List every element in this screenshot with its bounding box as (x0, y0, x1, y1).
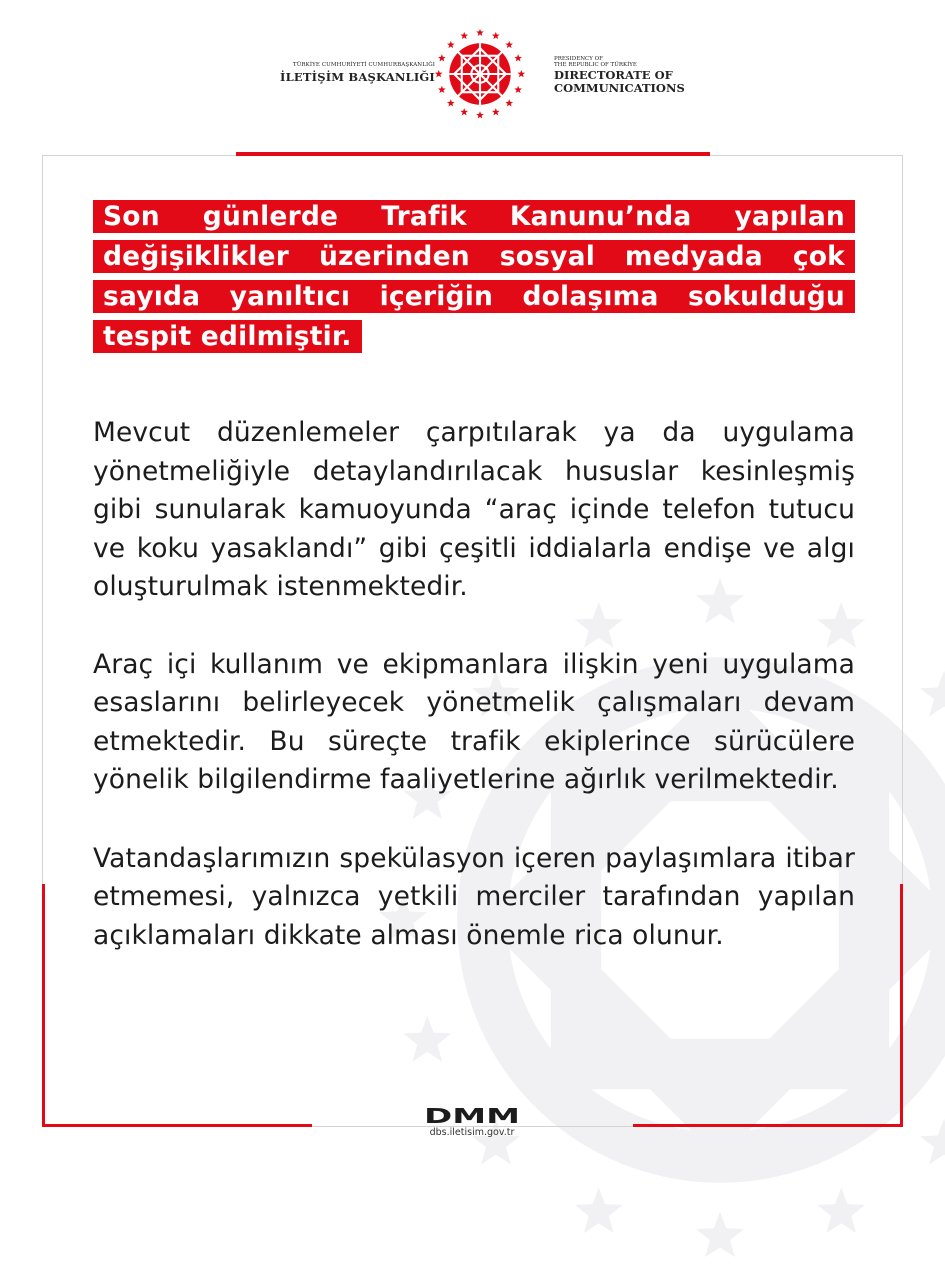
footer (405, 1106, 539, 1138)
paragraph-2: Araç içi kullanım ve ekipmanlara ilişkin yeni uygulama esaslarını belirleyecek yönetmelik çalışmaları devam etmektedir. Bu süreçte trafik ekiplerince sürücülere yönelik bilgilendirme faaliyetlerine ağırlık verilmektedir. (93, 648, 855, 795)
org-en-title-1: DIRECTORATE OF (554, 68, 673, 82)
emblem-star-icon (920, 671, 945, 717)
emblem-star-icon (476, 111, 484, 118)
paragraph-1: Mevcut düzenlemeler çarpıtılarak ya da uygulama yönetmeliğiyle detaylandırılacak hususlar kesinleşmiş gibi sunularak kamuoyunda “araç içinde telefon tutucu ve koku yasaklandı” gibi çeşitli iddialarla endişe ve algı oluşturulmak istenmektedir. (93, 417, 855, 602)
emblem-star-icon (817, 1187, 865, 1233)
emblem-star-icon (696, 1212, 744, 1258)
emblem-star-icon (492, 32, 500, 39)
org-en-title-2: COMMUNICATIONS (554, 81, 685, 95)
emblem-star-icon (505, 99, 513, 106)
emblem-star-icon (447, 99, 455, 106)
org-en-subtitle-1: PRESIDENCY OF (554, 56, 603, 62)
emblem-star-icon (438, 86, 446, 93)
frame-top-accent (236, 152, 710, 156)
emblem-star-icon (447, 41, 455, 48)
dmm-logo (422, 1106, 522, 1125)
highlight-statement (93, 197, 855, 357)
emblem-star-icon (435, 70, 443, 77)
emblem-star-icon (492, 108, 500, 115)
org-en-subtitle-2: THE REPUBLIC OF TÜRKİYE (554, 62, 637, 68)
header (0, 0, 945, 140)
paragraph-3: Vatandaşlarımızın spekülasyon içeren paylaşımlara itibar etmemesi, yalnızca yetkili merciler tarafından yapılan açıklamaları dikkate alması önemle rica olunur. (93, 842, 855, 951)
highlight-text: Son günlerde Trafik Kanunu’nda yapılan değişiklikler üzerinden sosyal medyada çok sayıda yanıltıcı içeriğin dolaşıma sokulduğu tespit edilmiştir. (93, 200, 855, 353)
emblem-star-icon (438, 54, 446, 61)
emblem-star-icon (460, 108, 468, 115)
org-tr-subtitle: TÜRKİYE CUMHURİYETİ CUMHURBAŞKANLIĞI (292, 62, 435, 68)
emblem-star-icon (517, 70, 525, 77)
footer-url: dbs.iletisim.gov.tr (429, 1127, 515, 1138)
emblem-star-icon (575, 1187, 623, 1233)
frame-left-accent (42, 884, 45, 1127)
directorate-emblem-icon (432, 26, 528, 122)
statement-body (93, 197, 855, 955)
emblem-star-icon (476, 29, 484, 36)
dmm-logo-text: DMM (424, 1106, 520, 1125)
emblem-star-icon (514, 54, 522, 61)
org-tr-title: İLETİŞİM BAŞKANLIĞI (280, 70, 435, 84)
frame-bottom-right-accent (633, 1124, 903, 1127)
org-name-turkish (280, 62, 435, 84)
emblem-star-icon (514, 86, 522, 93)
org-name-english (554, 56, 685, 94)
frame-right-accent (900, 884, 903, 1127)
emblem-star-icon (505, 41, 513, 48)
frame-bottom-left-accent (42, 1124, 312, 1127)
emblem-star-icon (920, 1119, 945, 1165)
emblem-star-icon (460, 32, 468, 39)
